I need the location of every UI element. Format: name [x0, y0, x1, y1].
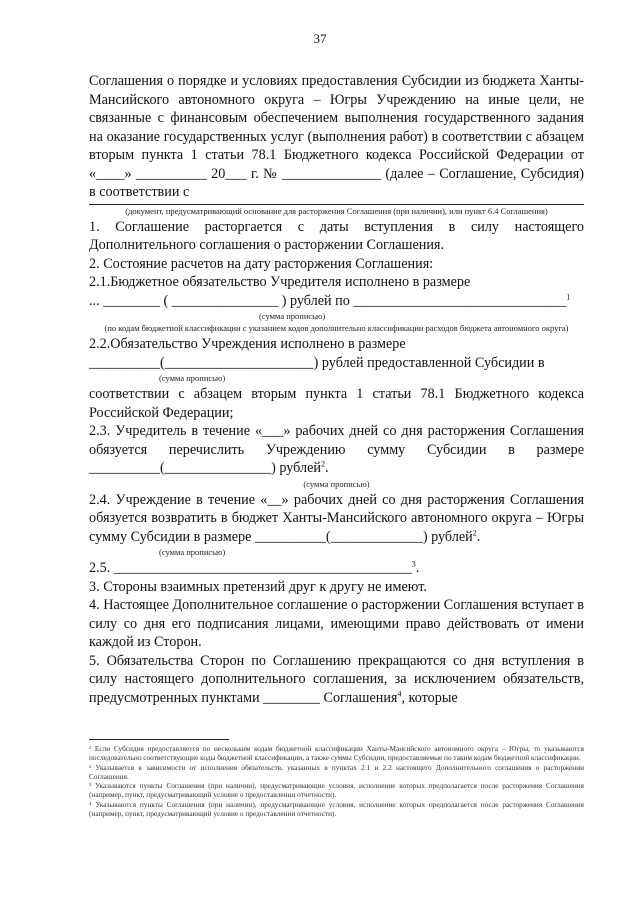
clause-2-5-text: 2.5. __________________________________________ — [89, 560, 412, 576]
clause-2-1-text: ... ________ ( _______________ ) рублей по ______________________________ — [89, 292, 567, 309]
basis-underline — [89, 204, 584, 205]
clause-2-1-line1: 2.1.Бюджетное обязательство Учредителя исполнено в размере — [89, 274, 471, 290]
clause-2-2-line2: __________(_____________________) рублей предоставленной Субсидии в — [89, 354, 545, 371]
clause-2-2-line1: 2.2.Обязательство Учреждения исполнено в размере — [89, 336, 406, 352]
clause-2-3: 2.3. Учредитель в течение «___» рабочих дней со дня расторжения Соглашения обязуется перечислить Учреждению сумму Субсидии в размере __________(_______________) рублей$^2$. — [89, 423, 584, 476]
clause-2-1-caption-codes: (по кодам бюджетной классификации с указанием кодов дополнительно классификации расходов бюджета автономного округа) — [104, 323, 569, 333]
footnote-3: ³ Указываются пункты Соглашения (при наличии), предусматривающие условия, исполнение которых предполагается после расторжения Соглашения (например, пункт, предусматривающий условие о предоставлении отчетности). — [89, 781, 584, 800]
footnote-mark-3: 3 — [411, 559, 416, 569]
clause-2-1-line2 — [89, 292, 584, 311]
page-number: 37 — [313, 31, 327, 46]
intro-caption: (документ, предусматривающий основание для расторжения Соглашения (при наличии), или пункт 6.4 Соглашения) — [125, 205, 548, 216]
clause-2-5: 2.5. __________________________________________$^3$. — [89, 559, 420, 576]
clause-2-3-text: 2.3. Учредитель в течение «___» рабочих дней со дня расторжения Соглашения обязуется перечислить Учреждению сумму Субсидии в размере __________(_______________) рублей — [89, 423, 584, 476]
clause-1: 1. Соглашение расторгается с даты вступления в силу настоящего Дополнительного соглашения о расторжении Соглашения. — [89, 218, 584, 253]
footnote-1: ¹ Если Субсидия предоставляется по нескольким кодам бюджетной классификации Ханты-Мансийского автономного округа – Югры, то указываются последовательно соответствующие коды бюджетной классификации, а также суммы Субсидии, предоставляемые по таким кодам бюджетной классификации. — [89, 744, 584, 763]
footnote-4: ⁴ Указываются пункты Соглашения (при наличии), предусматривающие условия, исполнение которых предполагается после расторжения Соглашения (например, пункт, предусматривающий условие о предоставлении отчетности). — [89, 799, 584, 819]
footnotes — [89, 744, 584, 818]
clause-2-3-caption: (сумма прописью) — [303, 478, 370, 489]
clause-2-4-text: 2.4. Учреждение в течение «__» рабочих дней со дня расторжения Соглашения обязуется возвратить в бюджет Ханты-Мансийского автономного округа – Югры сумму Субсидии в размере __________(_____________) рублей — [89, 491, 584, 545]
clause-2: 2. Состояние расчетов на дату расторжения Соглашения: — [89, 255, 434, 272]
document-body — [89, 72, 584, 707]
intro-paragraph: Соглашения о порядке и условиях предоставления Субсидии из бюджета Ханты-Мансийского автономного округа – Югры Учреждению на иные цели, не связанные с финансовым обеспечением выполнения государственного задания на оказание государственных услуг (выполнения работ) в соответствии с абзацем вторым пункта 1 статьи 78.1 Бюджетного кодекса Российской Федерации от «____» __________ 20___ г. № ______________ (далее – Соглашение, Субсидия) в соответствии с — [89, 73, 584, 200]
clause-2-4: 2.4. Учреждение в течение «__» рабочих дней со дня расторжения Соглашения обязуется возвратить в бюджет Ханты-Мансийского автономного округа – Югры сумму Субсидии в размере __________(_____________) рублей$^2$. — [89, 491, 584, 545]
clause-3: 3. Стороны взаимных претензий друг к другу не имеют. — [89, 578, 427, 595]
clause-5-text: 5. Обязательства Сторон по Соглашению прекращаются со дня вступления в силу настоящего дополнительного соглашения, за исключением обязательств, предусмотренных пунктами ________ Соглашения — [89, 652, 584, 706]
clause-4: 4. Настоящее Дополнительное соглашение о расторжении Соглашения вступает в силу со дня его подписания лицами, имеющими право действовать от имени каждой из Сторон. — [89, 597, 584, 650]
clause-2-2-line3: соответствии с абзацем вторым пункта 1 статьи 78.1 Бюджетного кодекса Российской Федерации; — [89, 386, 584, 421]
clause-5-tail: , которые — [401, 689, 458, 706]
clause-5 — [89, 652, 584, 708]
clause-2-1-caption-sum: (сумма прописью) — [259, 311, 326, 321]
footnote-mark-4: 4 — [397, 688, 402, 698]
footnote-2: ² Указывается в зависимости от исполнения обязательств, указанных в пунктах 2.1 и 2.2 настоящего Дополнительного соглашения о расторжении Соглашения. — [89, 762, 584, 781]
footnote-mark-1: 1 — [566, 291, 571, 301]
clause-2-4-caption: (сумма прописью) — [159, 547, 226, 557]
footnote-mark-2a: 2 — [321, 459, 325, 469]
clause-2-2-caption: (сумма прописью) — [159, 373, 226, 383]
footnote-separator — [89, 739, 229, 740]
footnote-mark-2b: 2 — [472, 527, 477, 537]
